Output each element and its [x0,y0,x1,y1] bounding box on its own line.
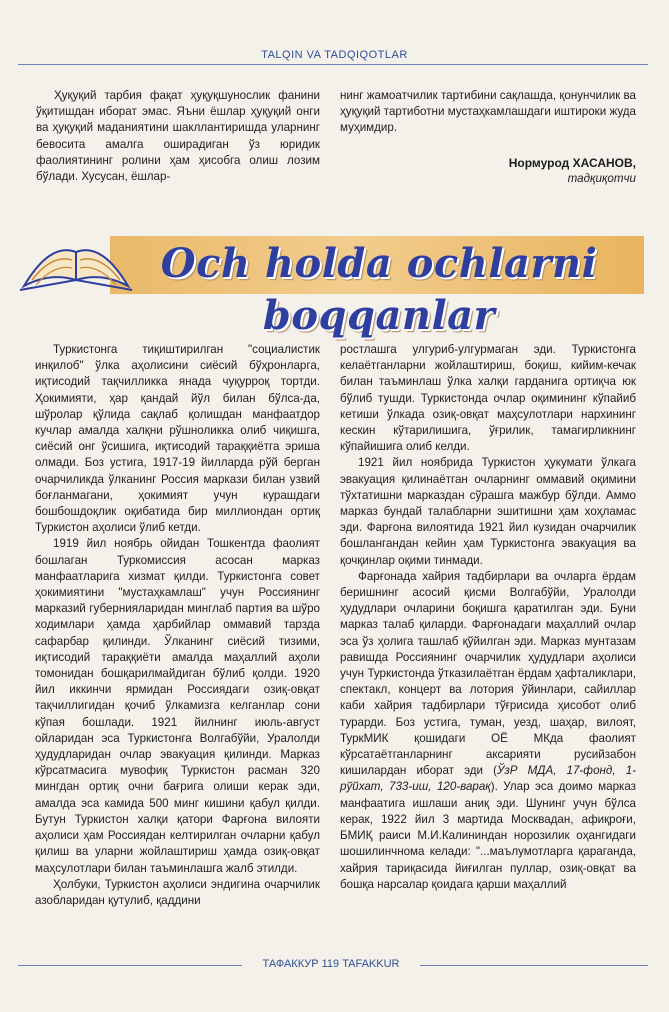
footer-divider-right [420,965,648,966]
top-right-paragraph: нинг жамоатчилик тартибини сақлашда, қонунчилик ва ҳуқуқий тартиботни мустаҳкамлашдаги иштироки жуда муҳимдир. [340,89,636,135]
body-paragraph: Ҳолбуки, Туркистон аҳолиси эндигина очарчилик азобларидан қутулиб, қаддини [35,877,320,907]
body-left-column [35,342,320,909]
section-header: TALQIN VA TADQIQOTLAR [261,49,408,61]
body-paragraph: 1921 йил ноябрида Туркистон ҳукумати ўлкага эвакуация қилинаётган очларнинг оммавий оқимини тўхтатишни марказдан сўрашга мажбур бўлди. Аммо марказ бундай талабларни эшитишни ҳам хоҳламас эди. Фарғона вилоятида 1921 йил кузидан очарчилик бошлангандан кейин ҳам Туркистонга эвакуация ва қочқинлар оқими тинмади. [340,456,636,567]
body-paragraph [340,569,636,893]
body-right-column [340,342,636,893]
footer-page-number: ТАФАККУР 119 TAFAKKUR [262,958,400,970]
author-name: Нормурод ХАСАНОВ, [508,155,636,170]
article-title-banner [14,228,644,339]
paragraph-text: ). Улар эса доимо марказ манфаатига ишлаши аниқ эди. Шунинг учун бўлса керак, 1922 йил 3 мартида Москвадан, афиқроғи, БМИҚ раиси М.И.Калининдан норозилик оҳангидаги шошилинчнома келади: "...маълумотларга қараганда, хайрия тариқасида йиғилган пуллар, озиқ-овқат ва бошқа нарсалар қоидага қарши маҳаллий [340,780,636,891]
top-left-column [36,88,320,185]
article-title: Och holda ochlarni boqqanlar [160,240,598,339]
footer-divider-left [18,965,242,966]
body-paragraph: 1919 йил ноябрь ойидан Тошкентда фаолият бошлаган Туркомиссия асосан марказ манфаатларига хизмат қилди. Туркистонга совет ҳокимиятини "мустаҳкамлаш" учун Россиянинг марказий губернияларидан минглаб партия ва шўро ходимлари ҳамда ҳарбийлар оммавий тарзда сафарбар қилинди. Ўлканинг сиёсий тизими, иқтисодий тараққиёти амалда маҳаллий аҳоли томонидан бошқарилмайдиган бўлиб қолди. 1920 йил иккинчи ярмидан Россиядаги озиқ-овқат тақчиллигидан қочиб ўлкамизга келганлар сони кўпая бошлади. 1921 йилнинг июль-август ойларидан эса Туркистонга Волгабўйи, Уралолди ҳудудларидан очлар эвакуация қилинди. Марказ кўрсатмасига мувофиқ Туркистон расман 320 мингдан ортиқ очни бағрига олиши керак эди, амалда эса камида 500 минг кишини қабул қилди. Бутун Туркистон халқи қатори Фарғона вилояти аҳолиси ҳам Россиядан келтирилган очларни қабул қилиш ва уларни жойлаштириш ҳамда озиқ-овқат маҳсулотлари билан таъминлашга жалб этилди. [35,537,320,875]
author-role: тадқиқотчи [567,171,636,185]
paragraph-text: Фарғонада хайрия тадбирлари ва очларга ёрдам беришнинг асосий қисми Волгабўйи, Уралолди ҳудудлари очларини боқишга қаратилган эди. Буни марказ талаб қиларди. Фарғонадаги маҳаллий очлар эса ўз ҳолига ташлаб қўйилган эди. Марказ мунтазам равишда Россиянинг очарчилик ҳудудлари аҳолиси учун Туркистонда ўтказилаётган ёрдам ҳафталиклари, спектакл, концерт ва лотория ўйинлари, сайиллар каби хайрия тадбирлари тўғрисида ҳисобот олиб турарди. Боз устига, туман, уезд, шаҳар, вилоят, ТуркМИК қошидаги ОЁ МКда фаолият кўрсатаётганларнинг аксарияти русийзабон кишилардан иборат эди ( [340,569,636,778]
header-divider [18,64,648,65]
top-left-paragraph: Ҳуқуқий тарбия фақат ҳуқуқшунослик фанини ўқитишдан иборат эмас. Яъни ёшлар ҳуқуқий онги ва ҳуқуқий маданиятини шакллантиришда уларнинг бевосита амалга оширадиган ўз юридик фаолиятининг ролини ҳам ҳисобга олиш лозим бўлади. Хусусан, ёшлар- [36,89,320,184]
archive-reference: ЎзР МДА, 17-фонд, 1-рўйхат, 733-иш, 120-варақ [340,764,636,794]
top-right-column [340,88,636,187]
body-paragraph: Туркистонга тиқиштирилган "социалистик инқилоб" ўлка аҳолисини сиёсий бўҳронларга, иқтисодий тақчилликка янада чуқурроқ тортди. Ҳокимияти, ҳар қандай йўл билан бўлса-да, шўролар қўлида сақлаб қолишдан манфаатдор кучлар амалда халқни рўшноликка олиб чиқишга, сиёсий онг ўсишига, иқтисодий тараққиётга эриша олмади. Боз устига, 1917-19 йилларда рўй берган очарчиликда ўлканинг Россия маркази билан узвий боғланмагани, ҳокимият учун курашдаги бошбошдоқлик оқибатида бир миллиондан ортиқ Туркистон аҳолиси ўлиб кетди. [35,343,320,535]
body-paragraph: ростлашга улгуриб-улгурмаган эди. Туркистонга келаётганларни жойлаштириш, боқиш, кийим-кечак билан таъминлаш ўлка халқи гарданига ортиқча юк бўлиб тушди. Туркистонда очлар оқимининг кўпайиб кетиши ўлкада озиқ-овқат маҳсулотлари нархининг кескин кўтарилишига, ўғрилик, тамагирликнинг кўпайишига олиб келди. [340,343,636,454]
